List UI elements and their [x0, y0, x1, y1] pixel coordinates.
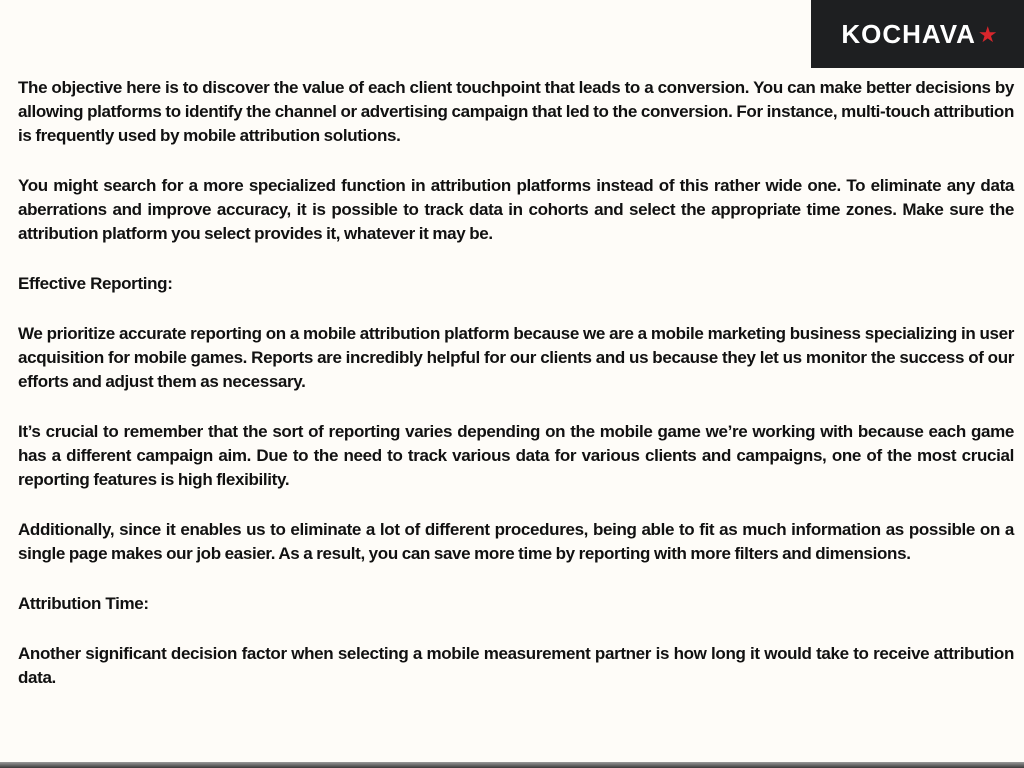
heading-effective-reporting: Effective Reporting:	[18, 274, 173, 293]
kochava-logo	[811, 0, 1024, 68]
heading-attribution-time: Attribution Time:	[18, 594, 149, 613]
paragraph-reporting-varies: It’s crucial to remember that the sort of reporting varies depending on the mobile game we’re working with because each game has a different campaign aim. Due to the need to track various data for various clients and campaigns, one of the most crucial reporting features is high flexibility.	[18, 422, 1014, 489]
star-icon: ★	[977, 22, 998, 47]
article-body	[18, 76, 1014, 716]
paragraph-objective: The objective here is to discover the value of each client touchpoint that leads to a conversion. You can make better decisions by allowing platforms to identify the channel or advertising campaign that led to the conversion. For instance, multi-touch attribution is frequently used by mobile attribution solutions.	[18, 78, 1014, 145]
paragraph-decision-factor: Another significant decision factor when selecting a mobile measurement partner is how long it would take to receive attribution data.	[18, 644, 1014, 687]
paragraph-single-page: Additionally, since it enables us to eliminate a lot of different procedures, being able to fit as much information as possible on a single page makes our job easier. As a result, you can save more time by reporting with more filters and dimensions.	[18, 520, 1014, 563]
paragraph-specialized-function: You might search for a more specialized function in attribution platforms instead of this rather wide one. To eliminate any data aberrations and improve accuracy, it is possible to track data in cohorts and select the appropriate time zones. Make sure the attribution platform you select provides it, whatever it may be.	[18, 176, 1014, 243]
paragraph-accurate-reporting: We prioritize accurate reporting on a mobile attribution platform because we are a mobile marketing business specializing in user acquisition for mobile games. Reports are incredibly helpful for our clients and us because they let us monitor the success of our efforts and adjust them as necessary.	[18, 324, 1014, 391]
bottom-divider	[0, 762, 1024, 768]
logo-text: KOCHAVA	[841, 18, 976, 49]
